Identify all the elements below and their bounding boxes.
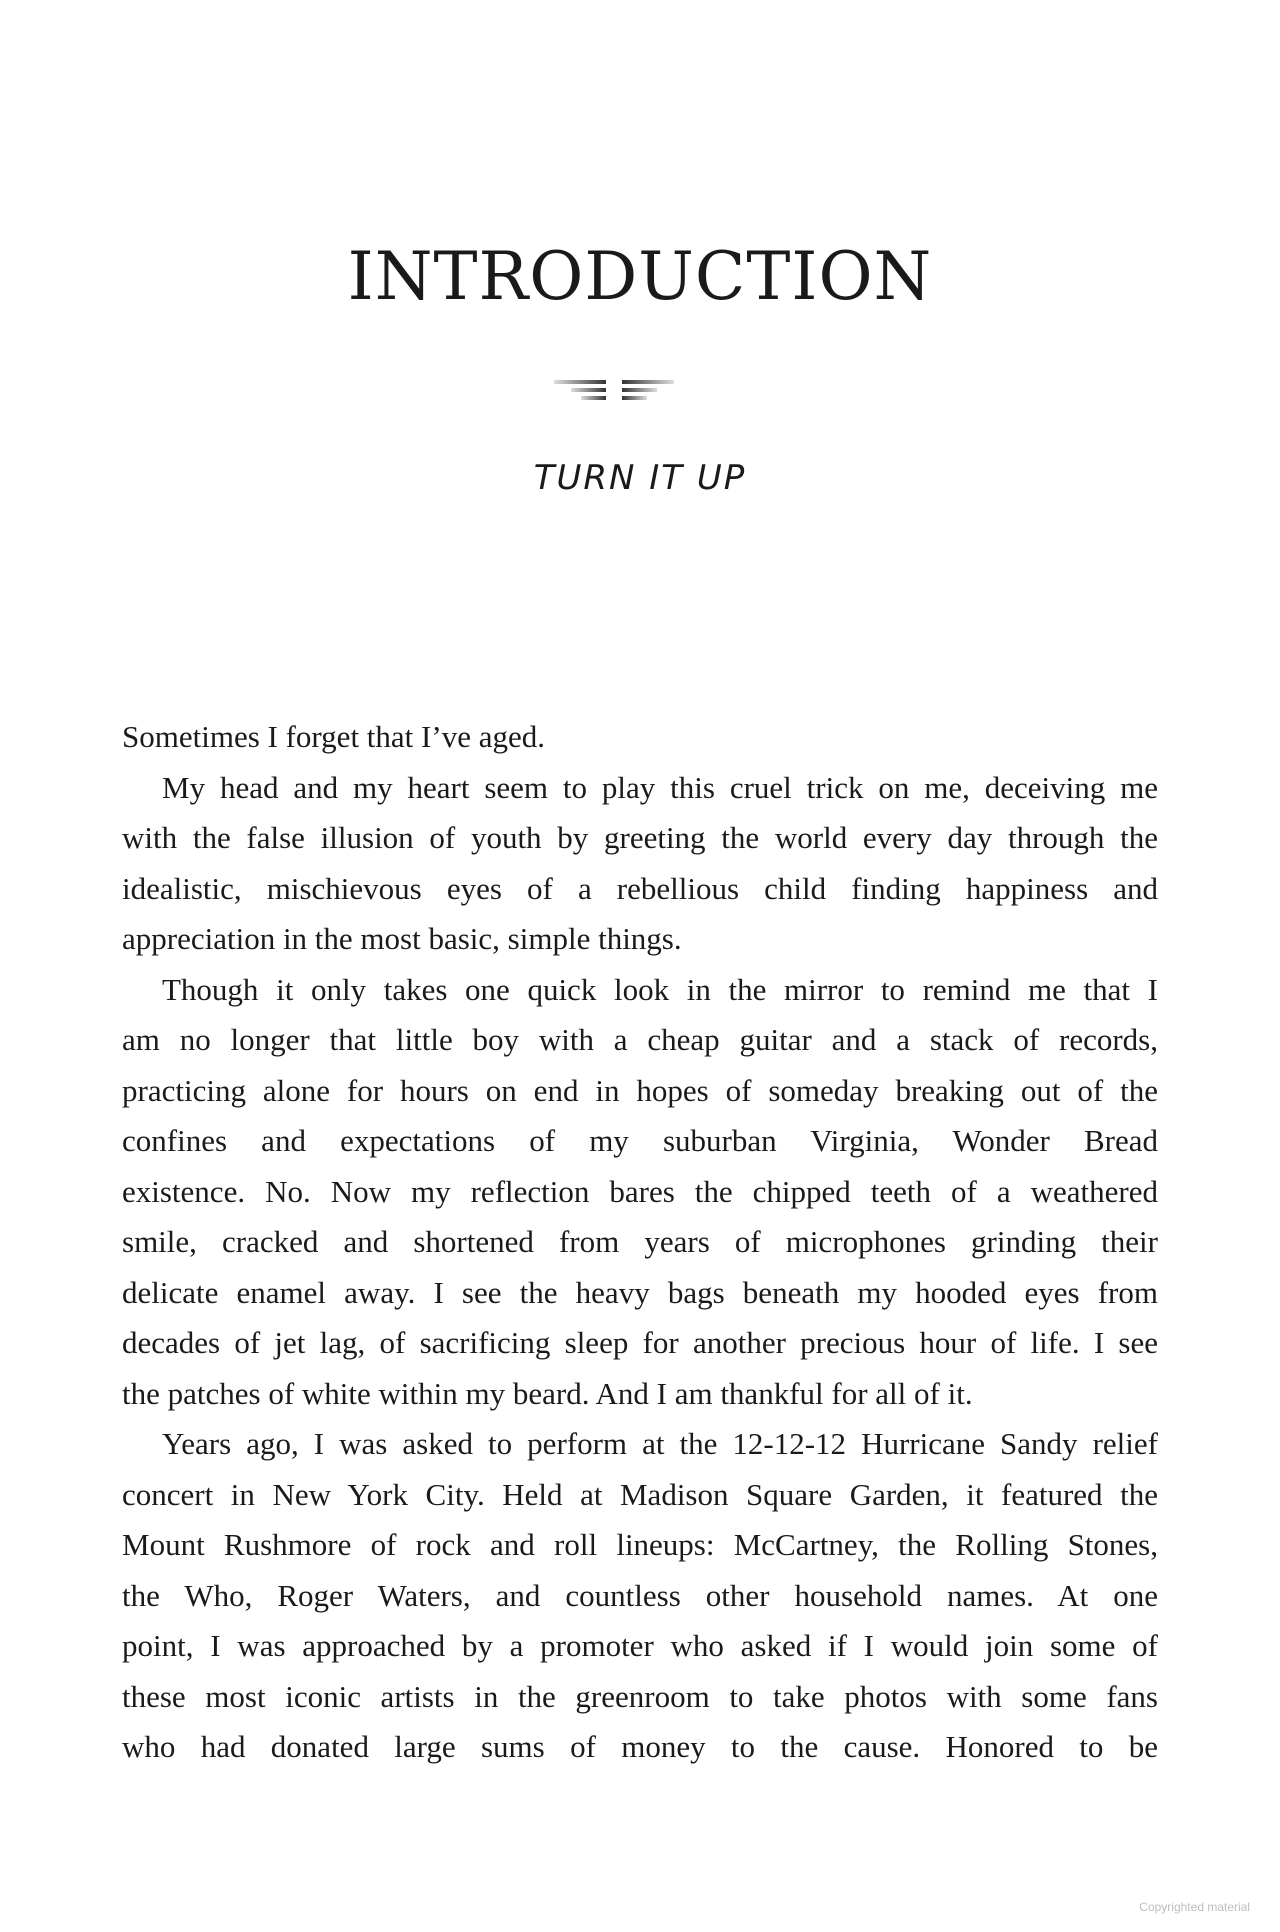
- text-line: with the false illusion of youth by greeting the world every day through the: [122, 820, 1158, 855]
- text-line: confines and expectations of my suburban Virginia, Wonder Bread: [122, 1123, 1158, 1158]
- text-line: smile, cracked and shortened from years of microphones grinding their: [122, 1224, 1158, 1259]
- divider-ornament-icon: [554, 378, 724, 404]
- chapter-title: INTRODUCTION: [347, 238, 933, 315]
- text-line: delicate enamel away. I see the heavy bags beneath my hooded eyes from: [122, 1274, 1158, 1310]
- text-line: who had donated large sums of money to the cause. Honored to be: [122, 1729, 1158, 1764]
- text-line: appreciation in the most basic, simple things.: [122, 921, 682, 956]
- text-line: idealistic, mischievous eyes of a rebellious child finding happiness and: [122, 870, 1158, 906]
- body-text: [122, 712, 1158, 1773]
- text-line: existence. No. Now my reflection bares the chipped teeth of a weathered: [122, 1173, 1158, 1209]
- text-line: My head and my heart seem to play this cruel trick on me, deceiving me: [162, 769, 1158, 805]
- chapter-subtitle: TURN IT UP: [533, 458, 747, 498]
- text-line: Though it only takes one quick look in the mirror to remind me that I: [162, 971, 1158, 1007]
- text-line: the patches of white within my beard. And I am thankful for all of it.: [122, 1375, 973, 1411]
- text-line: Sometimes I forget that I’ve aged.: [122, 719, 545, 754]
- copyright-watermark: Copyrighted material: [1139, 1900, 1250, 1914]
- text-line: the Who, Roger Waters, and countless other household names. At one: [122, 1577, 1158, 1613]
- text-line: Mount Rushmore of rock and roll lineups: McCartney, the Rolling Stones,: [122, 1527, 1158, 1562]
- text-line: these most iconic artists in the greenroom to take photos with some fans: [122, 1678, 1158, 1714]
- text-line: am no longer that little boy with a cheap guitar and a stack of records,: [122, 1022, 1158, 1057]
- text-line: Years ago, I was asked to perform at the 12-12-12 Hurricane Sandy relief: [162, 1426, 1158, 1461]
- text-line: concert in New York City. Held at Madison Square Garden, it featured the: [122, 1476, 1158, 1512]
- text-line: decades of jet lag, of sacrificing sleep for another precious hour of life. I see: [122, 1325, 1158, 1360]
- text-line: point, I was approached by a promoter who asked if I would join some of: [122, 1628, 1158, 1663]
- text-line: practicing alone for hours on end in hopes of someday breaking out of the: [122, 1072, 1158, 1108]
